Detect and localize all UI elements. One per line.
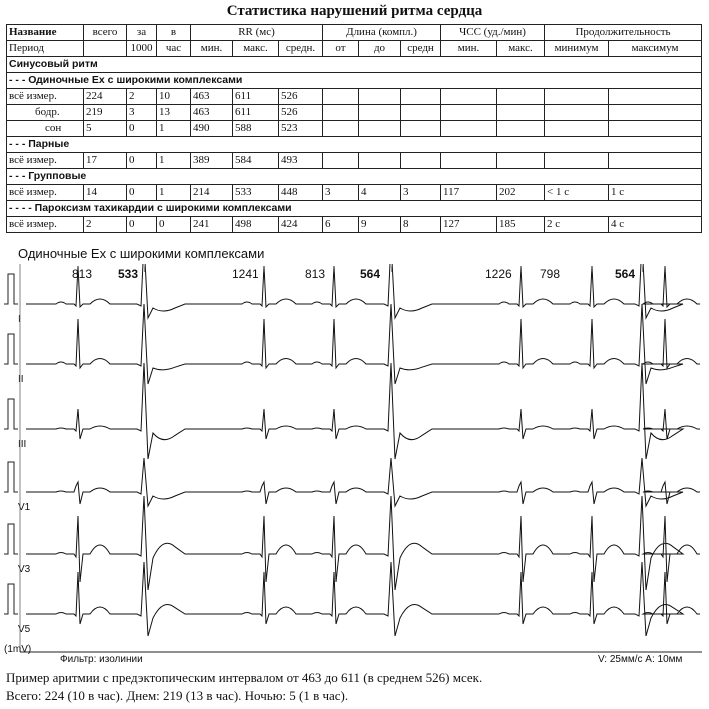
table-cell: 611 <box>233 105 279 121</box>
speed-label: V: 25мм/с А: 10мм <box>598 654 683 664</box>
table-cell <box>545 121 609 137</box>
rr-interval-label: 1226 <box>485 267 512 281</box>
header-sub: 1000 <box>127 41 157 57</box>
rr-interval-label: 1241 <box>232 267 259 281</box>
ecg-trace <box>26 363 700 459</box>
rr-interval-labels <box>72 267 635 281</box>
section-title-row <box>7 137 702 153</box>
ecg-trace <box>26 562 700 636</box>
table-cell: 588 <box>233 121 279 137</box>
table-cell <box>323 89 359 105</box>
table-cell <box>441 121 497 137</box>
table-cell: 448 <box>279 185 323 201</box>
table-cell <box>359 105 401 121</box>
table-cell: 611 <box>233 89 279 105</box>
table-cell: 6 <box>323 217 359 233</box>
table-cell <box>401 89 441 105</box>
section-title-row <box>7 57 702 73</box>
table-cell <box>441 89 497 105</box>
header-row-1 <box>7 25 702 41</box>
section-title: - - - Групповые <box>7 169 702 185</box>
table-cell <box>441 153 497 169</box>
header-sub <box>84 41 127 57</box>
arrhythmia-stats-table <box>6 24 702 233</box>
table-row <box>7 89 702 105</box>
table-cell <box>323 121 359 137</box>
header-name: Название <box>7 25 84 41</box>
header-rr: RR (мс) <box>191 25 323 41</box>
ecg-lead-V5 <box>4 562 700 636</box>
header-sub: от <box>323 41 359 57</box>
table-cell <box>323 105 359 121</box>
table-cell: 3 <box>127 105 157 121</box>
table-cell: 2 с <box>545 217 609 233</box>
table-cell: 8 <box>401 217 441 233</box>
table-cell <box>545 89 609 105</box>
table-cell <box>497 89 545 105</box>
table-cell <box>497 105 545 121</box>
ecg-heading: Одиночные Ех с широкими комплексами <box>18 246 265 261</box>
filter-label: Фильтр: изолинии <box>60 654 143 664</box>
table-row <box>7 153 702 169</box>
table-cell: 202 <box>497 185 545 201</box>
header-sub: до <box>359 41 401 57</box>
table-cell <box>497 153 545 169</box>
table-cell <box>323 153 359 169</box>
calibration-pulse <box>4 334 18 364</box>
table-row <box>7 105 702 121</box>
section-subtitle: - - - Одиночные Ех с широкими комплексами <box>7 73 702 89</box>
table-cell <box>609 153 702 169</box>
note-line-2: Всего: 224 (10 в час). Днем: 219 (13 в час). Ночью: 5 (1 в час). <box>6 688 349 703</box>
table-cell: 0 <box>157 217 191 233</box>
table-cell: 2 <box>127 89 157 105</box>
table-cell: 3 <box>323 185 359 201</box>
header-sub: час <box>157 41 191 57</box>
table-cell: 2 <box>84 217 127 233</box>
lead-label: V3 <box>18 564 31 575</box>
table-cell <box>497 121 545 137</box>
ecg-lead-V1 <box>4 458 700 513</box>
section-title: - - - - Пароксизм тахикардии с широкими комплексами <box>7 201 702 217</box>
table-cell: 4 <box>359 185 401 201</box>
table-cell: 389 <box>191 153 233 169</box>
report-title: Статистика нарушений ритма сердца <box>226 3 483 19</box>
table-cell <box>359 153 401 169</box>
table-cell: 498 <box>233 217 279 233</box>
calibration-pulse <box>4 584 18 614</box>
section-title: - - - Парные <box>7 137 702 153</box>
table-cell: 117 <box>441 185 497 201</box>
header-total: всего <box>84 25 127 41</box>
header-sub: мин. <box>191 41 233 57</box>
table-cell <box>441 105 497 121</box>
header-row-2 <box>7 41 702 57</box>
ecg-trace <box>26 304 700 384</box>
table-cell: < 1 с <box>545 185 609 201</box>
calibration-pulse <box>4 524 18 554</box>
table-cell: 0 <box>127 185 157 201</box>
header-in: в <box>157 25 191 41</box>
calibration-pulse <box>4 462 18 492</box>
header-period: Период <box>7 41 84 57</box>
section-title-row <box>7 201 702 217</box>
table-cell: 584 <box>233 153 279 169</box>
ecg-lead-V3 <box>4 496 700 590</box>
table-cell <box>401 153 441 169</box>
rr-interval-label: 564 <box>360 267 381 281</box>
rr-interval-label: 813 <box>72 267 93 281</box>
lead-label: V5 <box>18 624 31 635</box>
rr-interval-label: 813 <box>305 267 326 281</box>
ecg-lead-II <box>4 304 700 385</box>
table-cell: 219 <box>84 105 127 121</box>
table-cell: 127 <box>441 217 497 233</box>
table-cell <box>359 89 401 105</box>
section-title-row <box>7 169 702 185</box>
rr-interval-label: 564 <box>615 267 636 281</box>
header-sub: мин. <box>441 41 497 57</box>
table-cell <box>401 105 441 121</box>
table-cell: 533 <box>233 185 279 201</box>
section-subtitle-row <box>7 73 702 89</box>
calibration-unit: (1mV) <box>4 644 32 655</box>
header-sub: средн. <box>279 41 323 57</box>
table-cell: 424 <box>279 217 323 233</box>
table-cell: 0 <box>127 217 157 233</box>
row-label: сон <box>7 121 84 137</box>
table-cell: 10 <box>157 89 191 105</box>
table-cell: 493 <box>279 153 323 169</box>
header-hr: ЧСС (уд./мин) <box>441 25 545 41</box>
table-cell <box>545 153 609 169</box>
table-cell <box>545 105 609 121</box>
calibration-pulse <box>4 399 18 429</box>
header-duration: Продолжительность <box>545 25 702 41</box>
row-label: всё измер. <box>7 217 84 233</box>
table-cell: 490 <box>191 121 233 137</box>
header-sub: макс. <box>233 41 279 57</box>
table-cell <box>609 105 702 121</box>
table-cell: 463 <box>191 89 233 105</box>
table-cell: 14 <box>84 185 127 201</box>
ecg-trace <box>26 458 700 506</box>
table-cell: 463 <box>191 105 233 121</box>
row-label: всё измер. <box>7 185 84 201</box>
table-cell: 185 <box>497 217 545 233</box>
table-cell: 214 <box>191 185 233 201</box>
table-cell: 224 <box>84 89 127 105</box>
lead-label: II <box>18 374 24 385</box>
table-cell <box>401 121 441 137</box>
table-cell: 13 <box>157 105 191 121</box>
table-cell: 1 <box>157 185 191 201</box>
table-cell: 1 <box>157 121 191 137</box>
table-cell: 5 <box>84 121 127 137</box>
row-label: всё измер. <box>7 153 84 169</box>
table-cell: 3 <box>401 185 441 201</box>
header-sub: максимум <box>609 41 702 57</box>
table-cell: 241 <box>191 217 233 233</box>
ecg-strip <box>0 264 709 664</box>
row-label: бодр. <box>7 105 84 121</box>
calibration-pulse <box>4 274 18 304</box>
table-cell: 0 <box>127 121 157 137</box>
header-per: за <box>127 25 157 41</box>
rr-interval-label: 533 <box>118 267 139 281</box>
table-cell <box>609 121 702 137</box>
table-cell: 526 <box>279 89 323 105</box>
table-cell: 4 с <box>609 217 702 233</box>
table-cell: 1 с <box>609 185 702 201</box>
header-sub: средн <box>401 41 441 57</box>
table-cell: 523 <box>279 121 323 137</box>
header-sub: макс. <box>497 41 545 57</box>
table-row <box>7 185 702 201</box>
stats-table-body <box>7 25 702 233</box>
note-line-1: Пример аритмии с предэктопическим интервалом от 463 до 611 (в среднем 526) мсек. <box>6 670 483 685</box>
lead-label: III <box>18 439 27 450</box>
section-title: Синусовый ритм <box>7 57 702 73</box>
ecg-lead-I <box>4 264 700 325</box>
table-row <box>7 121 702 137</box>
lead-label: V1 <box>18 502 31 513</box>
table-cell: 1 <box>157 153 191 169</box>
table-cell <box>609 89 702 105</box>
table-cell: 0 <box>127 153 157 169</box>
rr-interval-label: 798 <box>540 267 561 281</box>
table-row <box>7 217 702 233</box>
table-cell <box>359 121 401 137</box>
row-label: всё измер. <box>7 89 84 105</box>
ecg-lead-III <box>4 363 700 459</box>
table-cell: 526 <box>279 105 323 121</box>
table-cell: 17 <box>84 153 127 169</box>
lead-label: I <box>18 314 21 325</box>
ecg-trace <box>26 496 700 590</box>
header-sub: минимум <box>545 41 609 57</box>
table-cell: 9 <box>359 217 401 233</box>
header-length: Длина (компл.) <box>323 25 441 41</box>
